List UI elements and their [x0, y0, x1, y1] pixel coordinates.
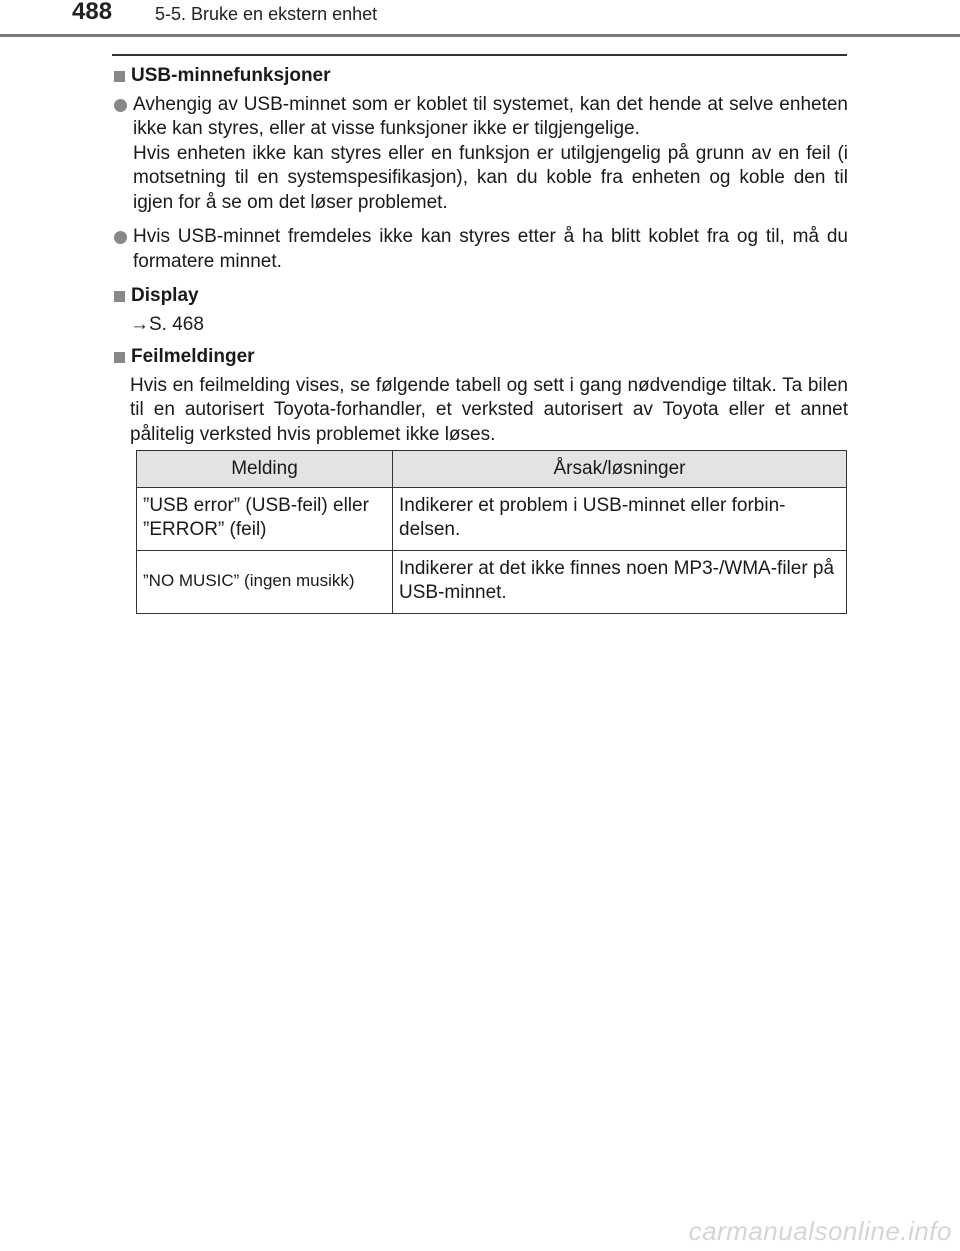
section-heading-display — [112, 284, 848, 309]
table-header-cell: Årsak/løsninger — [393, 451, 847, 488]
section-errors — [112, 345, 848, 447]
bullet-item — [112, 225, 848, 274]
errors-paragraph: Hvis en feilmelding vises, se følgende tabell og sett i gang nødvendige tiltak. Ta bilen til en autorisert Toyota-forhandler, et verksted autorisert av Toyota eller et annet pålitelig verksted hvis problemet ikke løses. — [130, 374, 848, 445]
table-cell-solution: Indikerer et problem i USB-minnet eller forbin-delsen. — [393, 488, 847, 551]
page-reference-link[interactable]: →S. 468 — [130, 313, 204, 335]
heading-text: Display — [131, 285, 199, 306]
section-usb — [112, 64, 848, 274]
table-header-cell: Melding — [137, 451, 393, 488]
heading-text: Feilmeldinger — [131, 346, 255, 367]
table-cell-solution: Indikerer at det ikke finnes noen MP3-/WMA-filer på USB-minnet. — [393, 551, 847, 614]
heading-text: USB-minnefunksjoner — [131, 65, 331, 86]
table-cell-message: ”NO MUSIC” (ingen musikk) — [137, 551, 393, 614]
header-rule — [0, 34, 960, 37]
round-bullet-icon — [114, 99, 127, 112]
round-bullet-icon — [114, 231, 127, 244]
square-bullet-icon — [114, 352, 125, 363]
bullet-text — [133, 93, 848, 216]
page-content — [112, 64, 848, 453]
watermark: carmanualsonline.info — [688, 1216, 952, 1246]
bullet-item — [112, 93, 848, 216]
bullet-paragraph: Hvis USB-minnet fremdeles ikke kan styres etter å ha blitt koblet fra og til, må du formatere minnet. — [133, 226, 848, 272]
section-display — [112, 284, 848, 337]
page-number: 488 — [72, 0, 113, 25]
table-cell-message: ”USB error” (USB-feil) eller ”ERROR” (feil) — [137, 488, 393, 551]
bullet-paragraph: Hvis enheten ikke kan styres eller en funksjon er utilgjengelig på grunn av en feil (i motsetning til en systemspesifikasjon), kan du koble fra enheten og koble den til igjen for å se om det løser problemet. — [133, 142, 848, 213]
table-row — [137, 551, 847, 614]
table-row — [137, 488, 847, 551]
error-messages-table — [136, 450, 847, 614]
bullet-paragraph: Avhengig av USB-minnet som er koblet til systemet, kan det hende at selve enheten ikke kan styres, eller at visse funksjoner ikke er tilgjengelige. — [133, 93, 848, 139]
section-heading-usb — [112, 64, 848, 89]
table-header-row — [137, 451, 847, 488]
header-title: 5-5. Bruke en ekstern enhet — [155, 4, 378, 24]
square-bullet-icon — [114, 71, 125, 82]
square-bullet-icon — [114, 291, 125, 302]
top-rule — [112, 54, 847, 56]
section-heading-errors — [112, 345, 848, 370]
